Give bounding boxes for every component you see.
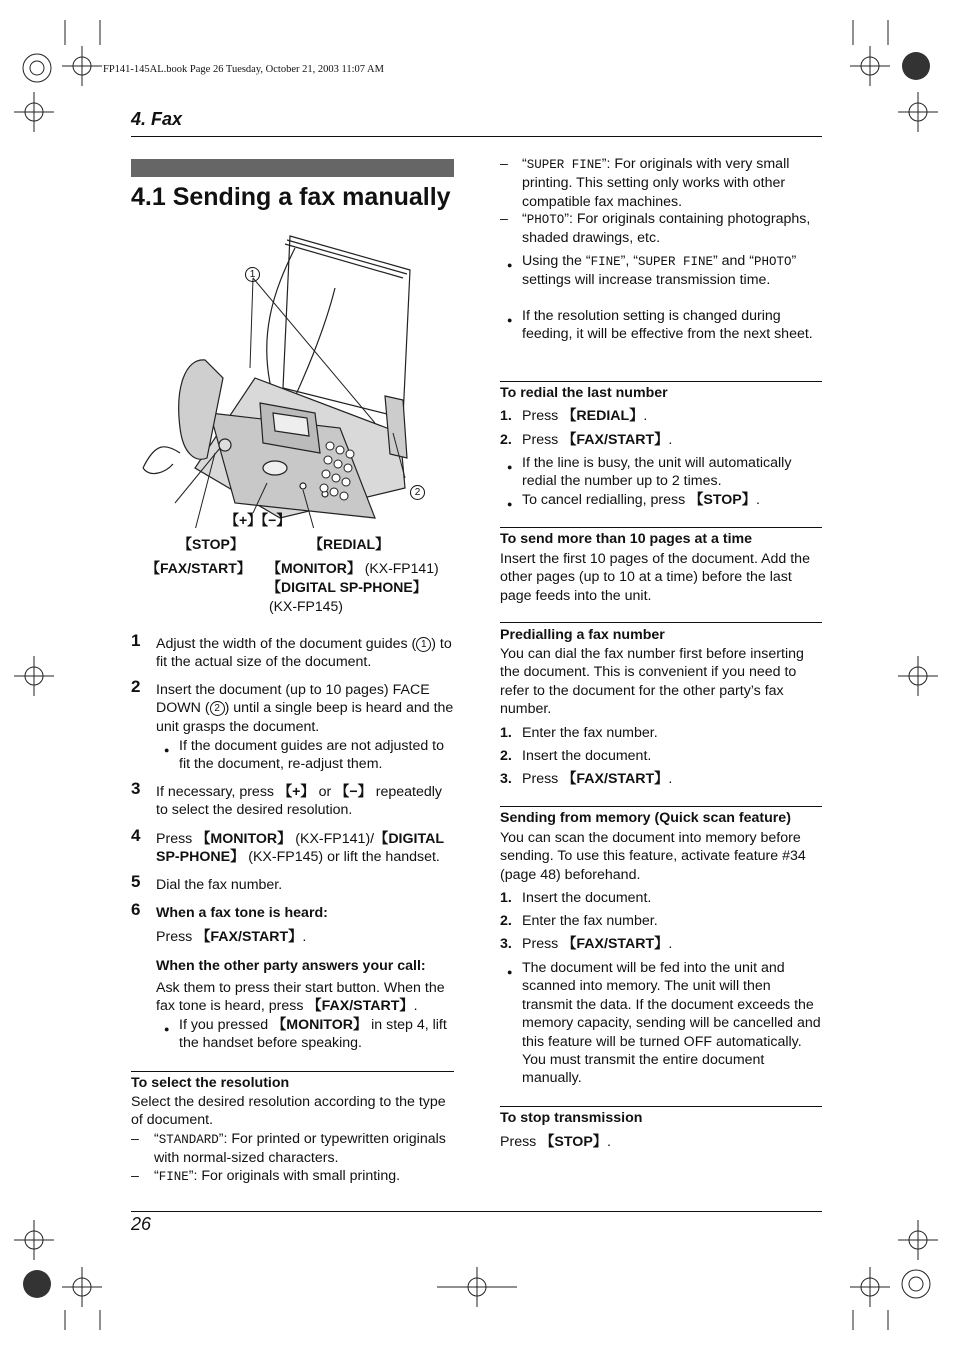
section-heading: To redial the last number xyxy=(500,385,668,401)
resolution-bullet: Using the “FINE”, “SUPER FINE” and “PHOTO” settings will increase transmission time. xyxy=(522,253,797,289)
section-rule xyxy=(500,527,822,528)
bullet-dot: ● xyxy=(507,462,513,472)
callout-digital-model: (KX-FP145) xyxy=(269,598,343,614)
list-item: Enter the fax number. xyxy=(522,913,658,929)
step-bullet: If you pressed 【MONITOR】 in step 4, lift the handset before speaking. xyxy=(179,1017,447,1052)
callout-facedown: 2 xyxy=(410,482,425,500)
step-number: 6 xyxy=(131,900,141,919)
resolution-item: “PHOTO”: For originals containing photographs, shaded drawings, etc. xyxy=(522,211,811,247)
bullet-dot: ● xyxy=(507,499,513,509)
callout-plus-minus: 【+】【−】 xyxy=(225,512,291,528)
dash: – xyxy=(131,1168,139,1184)
list-num: 1. xyxy=(500,725,512,741)
section-text: Press 【STOP】. xyxy=(500,1134,611,1150)
callout-monitor-key: 【MONITOR】 xyxy=(267,560,361,576)
step-number: 2 xyxy=(131,677,141,696)
list-num: 3. xyxy=(500,771,512,787)
header-rule xyxy=(131,136,822,137)
section-heading: Sending from memory (Quick scan feature) xyxy=(500,810,791,826)
dash: – xyxy=(500,156,508,172)
list-item: Insert the document. xyxy=(522,748,652,764)
section-text: Select the desired resolution according to the type of document. xyxy=(131,1094,446,1129)
print-header: FP141-145AL.book Page 26 Tuesday, October 21, 2003 11:07 AM xyxy=(103,64,384,75)
callout-fax-start: 【FAX/START】 xyxy=(146,560,251,576)
step-text: Press 【FAX/START】. xyxy=(156,929,307,945)
bullet-dot: ● xyxy=(507,967,513,977)
dash: – xyxy=(500,211,508,227)
chapter-heading: 4. Fax xyxy=(131,109,183,129)
resolution-bullet: If the resolution setting is changed during feeding, it will be effective from the next sheet. xyxy=(522,308,813,343)
memory-bullet: The document will be fed into the unit and scanned into memory. The unit will then transmit the data. If the document exceeds the memory capacity, sending will be cancelled and this feature will be turned OFF automatically. You must transmit the entire document manually. xyxy=(522,960,821,1087)
bullet-dot: ● xyxy=(164,745,170,755)
list-item: Press 【FAX/START】. xyxy=(522,771,673,787)
list-num: 1. xyxy=(500,890,512,906)
section-rule xyxy=(500,806,822,807)
callout-redial: 【REDIAL】 xyxy=(309,536,390,552)
section-heading: Predialling a fax number xyxy=(500,627,665,643)
section-rule xyxy=(500,381,822,382)
section-text: Insert the first 10 pages of the document. Add the other pages (up to 10 at a time) before the last page feeds into the unit. xyxy=(500,551,810,604)
bullet-dot: ● xyxy=(164,1024,170,1034)
resolution-item: “STANDARD”: For printed or typewritten originals with normal-sized characters. xyxy=(154,1131,446,1167)
callout-monitor xyxy=(267,559,439,577)
callout-guides: 1 xyxy=(245,264,260,282)
section-heading: To stop transmission xyxy=(500,1110,643,1126)
step-number: 4 xyxy=(131,826,141,845)
step-text: Press 【MONITOR】 (KX-FP141)/【DIGITAL SP-PHONE】 (KX-FP145) or lift the handset. xyxy=(156,831,444,866)
section-rule xyxy=(500,1106,822,1107)
list-item: Press 【FAX/START】. xyxy=(522,432,673,448)
section-text: You can dial the fax number first before inserting the document. This is convenient if you need to refer to the document for the other party’s fax number. xyxy=(500,646,804,718)
list-item: Insert the document. xyxy=(522,890,652,906)
list-item: Press 【FAX/START】. xyxy=(522,936,673,952)
step-text: If necessary, press 【+】 or 【−】 repeatedly to select the desired resolution. xyxy=(156,784,442,819)
list-item: Enter the fax number. xyxy=(522,725,658,741)
step-text: Insert the document (up to 10 pages) FACE DOWN ( 2 ) until a single beep is heard and the unit grasps the document. xyxy=(156,682,454,735)
list-item: Press 【REDIAL】. xyxy=(522,408,648,424)
step-text: Ask them to press their start button. When the fax tone is heard, press 【FAX/START】. xyxy=(156,980,445,1015)
list-num: 1. xyxy=(500,408,512,424)
dash: – xyxy=(131,1131,139,1147)
step-number: 3 xyxy=(131,779,141,798)
redial-bullet: If the line is busy, the unit will automatically redial the number up to 2 times. xyxy=(522,455,792,490)
step-bullet: If the document guides are not adjusted to fit the document, re-adjust them. xyxy=(179,738,445,773)
bullet-dot: ● xyxy=(507,315,513,325)
step-text: Adjust the width of the document guides ( 1 ) to fit the actual size of the document. xyxy=(156,636,452,671)
bullet-dot: ● xyxy=(507,260,513,270)
callout-monitor-model: (KX-FP141) xyxy=(360,560,439,576)
section-text: You can scan the document into memory before sending. To use this feature, activate feature #34 (page 48) beforehand. xyxy=(500,830,806,883)
redial-bullet: To cancel redialling, press 【STOP】. xyxy=(522,492,760,508)
page-title: 4.1 Sending a fax manually xyxy=(131,183,451,211)
page-number: 26 xyxy=(131,1214,152,1234)
list-num: 3. xyxy=(500,936,512,952)
step-number: 1 xyxy=(131,631,141,650)
section-heading: To select the resolution xyxy=(131,1075,290,1091)
section-heading: To send more than 10 pages at a time xyxy=(500,531,753,547)
step-number: 5 xyxy=(131,872,141,891)
callout-digital: 【DIGITAL SP-PHONE】 xyxy=(267,579,427,595)
step-subheading: When the other party answers your call: xyxy=(156,958,426,974)
list-num: 2. xyxy=(500,432,512,448)
footer-rule xyxy=(131,1211,822,1212)
title-bar xyxy=(131,159,454,177)
list-num: 2. xyxy=(500,913,512,929)
section-rule xyxy=(131,1071,454,1072)
callout-stop: 【STOP】 xyxy=(178,536,244,552)
section-rule xyxy=(500,622,822,623)
resolution-item: “SUPER FINE”: For originals with very small printing. This setting only works with other compatible fax machines. xyxy=(522,156,790,210)
step-text: Dial the fax number. xyxy=(156,877,283,893)
step-subheading: When a fax tone is heard: xyxy=(156,905,328,921)
list-num: 2. xyxy=(500,748,512,764)
resolution-item: “FINE”: For originals with small printing. xyxy=(154,1168,401,1184)
